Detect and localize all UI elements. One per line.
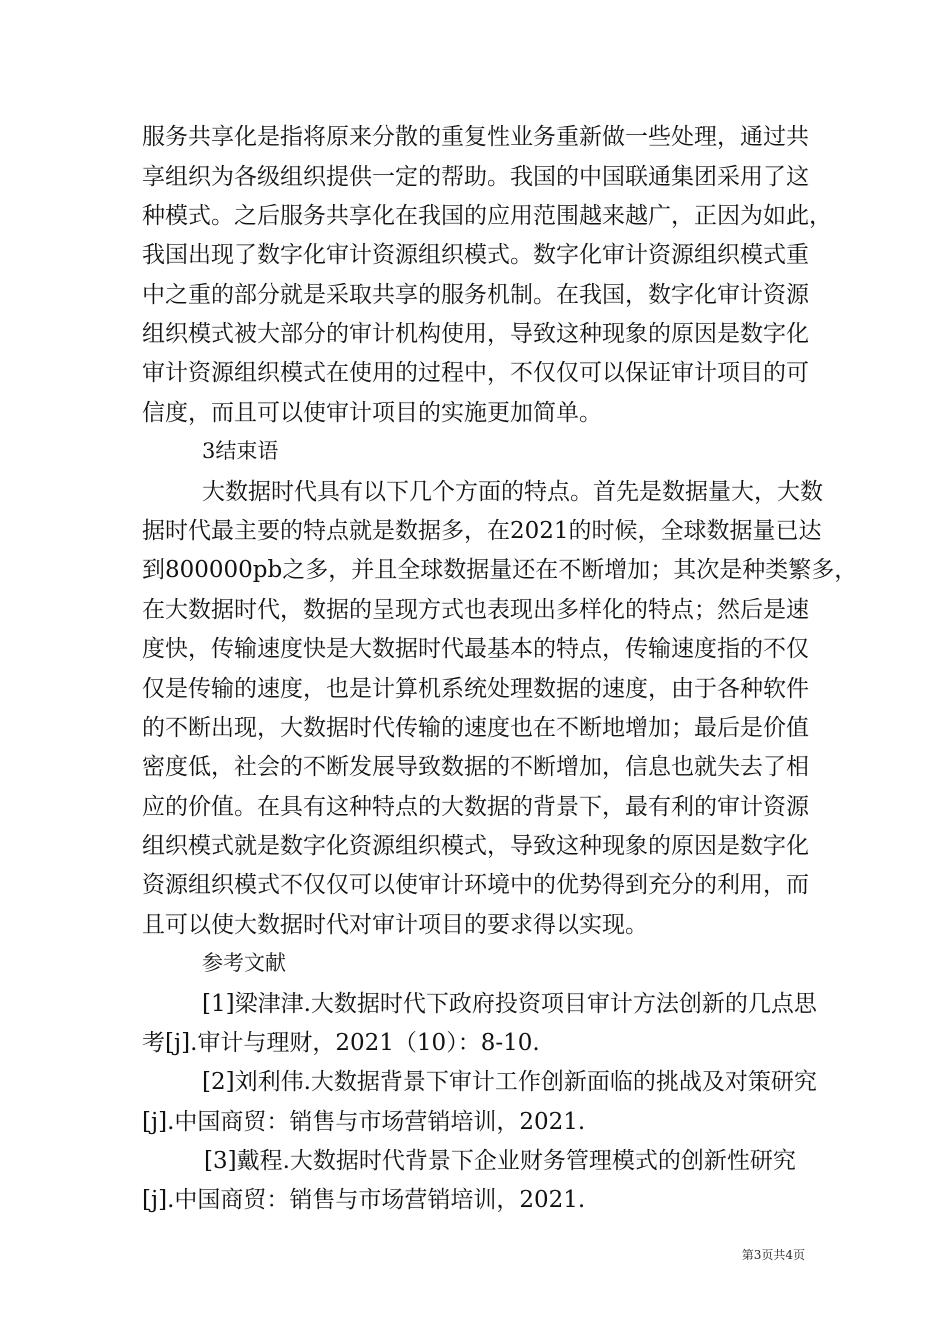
paragraph-line: 中之重的部分就是采取共享的服务机制。在我国，数字化审计资源: [142, 282, 809, 308]
paragraph-line: 且可以使大数据时代对审计项目的要求得以实现。: [142, 912, 648, 938]
reference-line: [j].中国商贸：销售与市场营销培训，2021.: [142, 1109, 586, 1135]
page-number: 第3页共4页: [741, 1248, 805, 1262]
reference-line: [j].中国商贸：销售与市场营销培训，2021.: [142, 1187, 586, 1213]
paragraph-line: 在大数据时代，数据的呈现方式也表现出多样化的特点；然后是速: [142, 597, 809, 623]
paragraph-line: 密度低，社会的不断发展导致数据的不断增加，信息也就失去了相: [142, 754, 809, 780]
paragraph-line: 应的价值。在具有这种特点的大数据的背景下，最有利的审计资源: [142, 794, 809, 820]
reference-line: [3]戴程.大数据时代背景下企业财务管理模式的创新性研究: [204, 1148, 796, 1174]
reference-line: 考[j].审计与理财，2021（10）：8-10.: [142, 1030, 540, 1056]
paragraph-line: 组织模式就是数字化资源组织模式，导致这种现象的原因是数字化: [142, 833, 809, 859]
paragraph-line: 据时代最主要的特点就是数据多，在2021的时候，全球数据量已达: [142, 518, 822, 544]
paragraph-line: 种模式。之后服务共享化在我国的应用范围越来越广，正因为如此，: [142, 203, 832, 229]
paragraph-line: 我国出现了数字化审计资源组织模式。数字化审计资源组织模式重: [142, 242, 809, 268]
paragraph-line: 度快，传输速度快是大数据时代最基本的特点，传输速度指的不仅: [142, 636, 809, 662]
paragraph-line: 服务共享化是指将原来分散的重复性业务重新做一些处理，通过共: [142, 124, 809, 150]
references-heading: 参考文献: [202, 951, 286, 975]
paragraph-line: 享组织为各级组织提供一定的帮助。我国的中国联通集团采用了这: [142, 164, 809, 190]
paragraph-line: 审计资源组织模式在使用的过程中，不仅仅可以保证审计项目的可: [142, 360, 809, 386]
paragraph-line: 资源组织模式不仅仅可以使审计环境中的优势得到充分的利用，而: [142, 872, 809, 898]
reference-line: [1]梁津津.大数据时代下政府投资项目审计方法创新的几点思: [202, 991, 817, 1017]
paragraph-line: 到800000pb之多，并且全球数据量还在不断增加；其次是种类繁多，: [142, 557, 858, 583]
section-heading: 3结束语: [202, 439, 279, 463]
paragraph-line: 仅是传输的速度，也是计算机系统处理数据的速度，由于各种软件: [142, 676, 809, 702]
paragraph-line: 的不断出现，大数据时代传输的速度也在不断地增加；最后是价值: [142, 715, 809, 741]
reference-line: [2]刘利伟.大数据背景下审计工作创新面临的挑战及对策研究: [202, 1069, 817, 1095]
paragraph-line: 组织模式被大部分的审计机构使用，导致这种现象的原因是数字化: [142, 321, 809, 347]
paragraph-line: 大数据时代具有以下几个方面的特点。首先是数据量大，大数: [202, 479, 823, 505]
paragraph-line: 信度，而且可以使审计项目的实施更加简单。: [142, 400, 602, 426]
